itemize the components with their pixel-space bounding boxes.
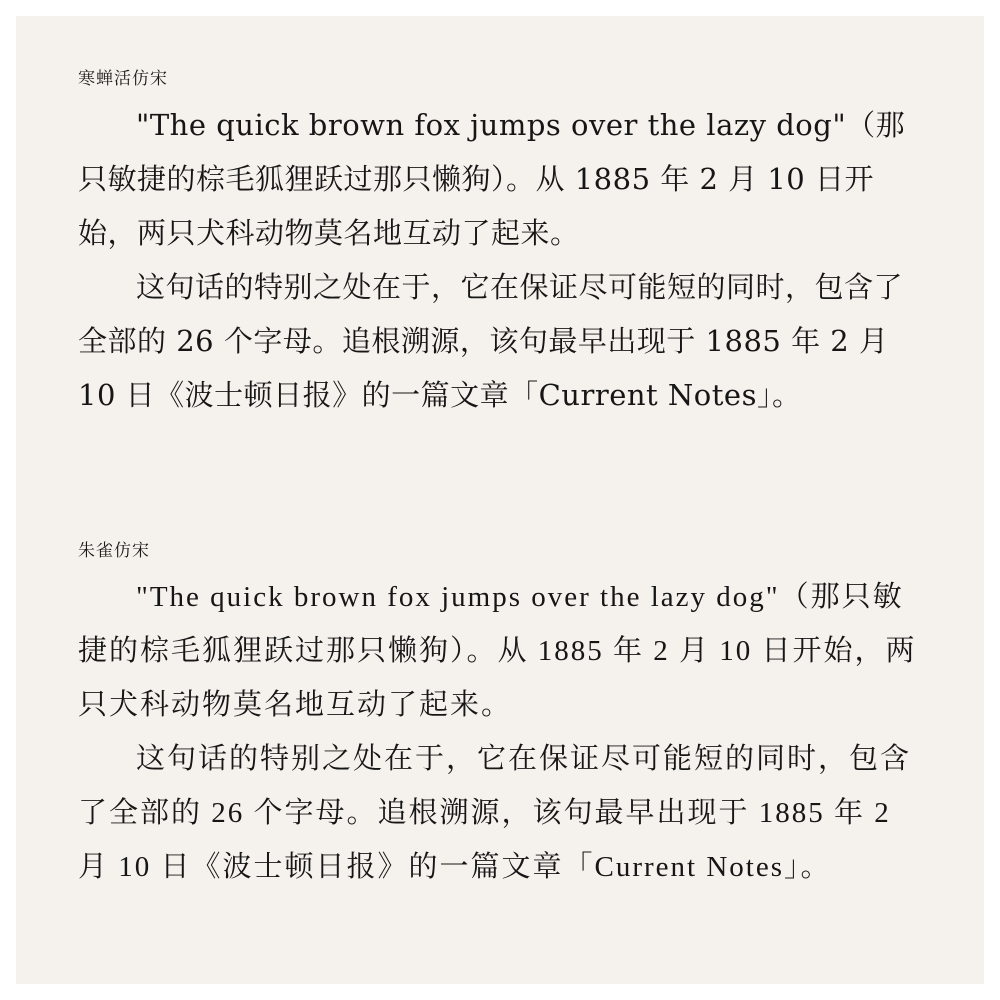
sample-paragraph-1: "The quick brown fox jumps over the lazy dog"（那只敏捷的棕毛狐狸跃过那只懒狗）。从 1885 年 2 月 10 日开始，两只犬科动物莫名地互动了起来。 [78,108,906,250]
sample-paragraph-1: "The quick brown fox jumps over the lazy dog"（那只敏捷的棕毛狐狸跃过那只懒狗）。从 1885 年 2 月 10 日开始，两只犬科动物莫名地互动了起来。 [78,581,917,721]
font-name-label: 朱雀仿宋 [78,541,150,561]
specimen-page [16,16,984,984]
sample-paragraph-2: 这句话的特别之处在于，它在保证尽可能短的同时，包含了全部的 26 个字母。追根溯源，该句最早出现于 1885 年 2 月 10 日《波士顿日报》的一篇文章「Current Notes」。 [78,270,904,412]
font-sample-zhuque [78,536,918,894]
sample-paragraph-2: 这句话的特别之处在于，它在保证尽可能短的同时，包含了全部的 26 个字母。追根溯源，该句最早出现于 1885 年 2 月 10 日《波士顿日报》的一篇文章「Current Notes」。 [78,743,912,883]
font-sample-hanchan [78,64,918,422]
font-name-label: 寒蝉活仿宋 [78,69,168,89]
